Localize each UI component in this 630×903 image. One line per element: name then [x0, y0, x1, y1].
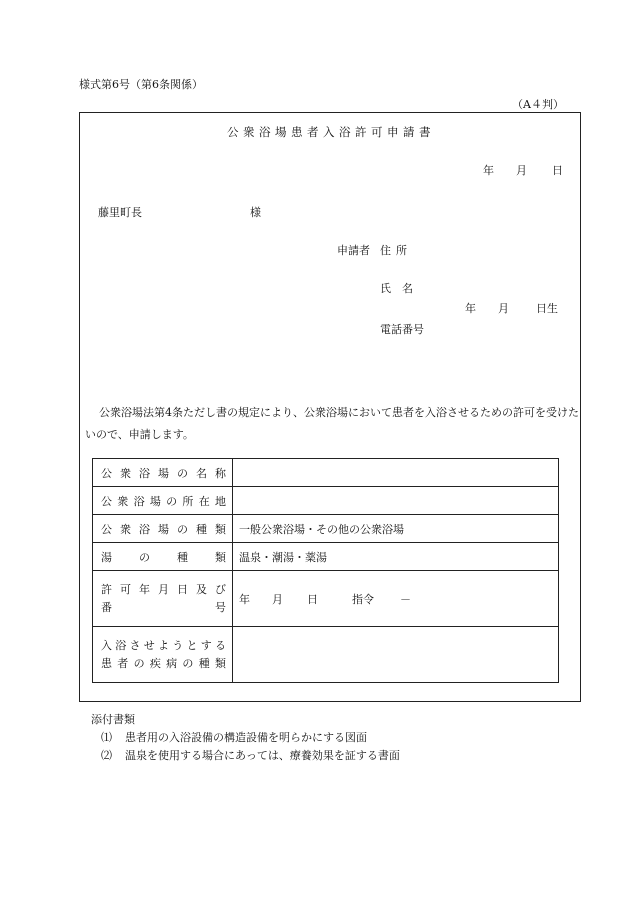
label-char: 浴	[139, 466, 150, 480]
bathhouse-location-label	[101, 493, 226, 509]
table-row-label	[93, 543, 233, 571]
permit-year-label: 年	[239, 592, 250, 606]
label-char: 月	[158, 582, 169, 596]
label-char: 病	[166, 656, 178, 670]
label-char: う	[172, 638, 184, 652]
bathhouse-type-label	[101, 521, 226, 537]
label-char: 場	[158, 522, 169, 536]
label-char: び	[215, 582, 226, 596]
permit-day-label: 日	[307, 592, 318, 606]
permit-label-line2	[101, 599, 226, 617]
disease-label	[101, 637, 226, 673]
application-form-frame	[79, 112, 581, 702]
birth-day-label: 日生	[536, 302, 558, 315]
bathhouse-name-value	[233, 459, 559, 487]
disease-label-line1	[101, 637, 226, 655]
form-number-label: 様式第6号（第6条関係）	[79, 78, 203, 91]
phone-label: 電話番号	[380, 323, 424, 336]
bathhouse-name-label	[101, 465, 226, 481]
label-char: 及	[196, 582, 207, 596]
paper-size-label: （A４判）	[512, 98, 564, 111]
bathhouse-type-value: 一般公衆浴場・その他の公衆浴場	[233, 515, 559, 543]
name-label: 氏名	[380, 282, 424, 295]
label-char: 種	[196, 522, 207, 536]
permit-value	[233, 571, 559, 627]
label-char: す	[200, 638, 212, 652]
label-char: 年	[139, 582, 150, 596]
permit-order-label: 指令	[352, 592, 374, 606]
label-char: 衆	[120, 466, 131, 480]
label-char: さ	[129, 638, 141, 652]
label-char: 類	[214, 656, 226, 670]
table-row-label	[93, 571, 233, 627]
attachments-title: 添付書類	[91, 713, 135, 726]
permit-label	[101, 581, 226, 617]
form-title: 公衆浴場患者入浴許可申請書	[227, 125, 435, 139]
label-char: 許	[101, 582, 112, 596]
label-char: の	[182, 656, 194, 670]
label-char: 名	[196, 466, 207, 480]
label-char: 浴	[133, 494, 145, 508]
permit-label-ban: 番	[101, 600, 112, 614]
label-char: の	[166, 494, 178, 508]
label-char: 可	[120, 582, 131, 596]
disease-value	[233, 627, 559, 683]
bathhouse-info-table	[92, 458, 559, 683]
table-row	[93, 515, 559, 543]
label-char: 衆	[120, 522, 131, 536]
table-row-label	[93, 515, 233, 543]
water-type-value: 温泉・潮湯・薬湯	[233, 543, 559, 571]
label-char: 疾	[149, 656, 161, 670]
label-char: よ	[158, 638, 169, 652]
label-char: 類	[215, 550, 226, 564]
disease-label-line2	[101, 655, 226, 673]
label-char: 入	[101, 638, 112, 652]
label-char: 公	[101, 494, 112, 508]
attachment-text: 患者用の入浴設備の構造設備を明らかにする図面	[125, 731, 367, 744]
table-row-label	[93, 627, 233, 683]
label-char: 場	[158, 466, 169, 480]
permit-dash: －	[400, 592, 411, 606]
label-char: 類	[215, 522, 226, 536]
label-char: の	[177, 522, 188, 536]
applicant-label: 申請者	[337, 244, 370, 257]
label-char: と	[186, 638, 198, 652]
attachment-item	[101, 729, 367, 745]
table-row	[93, 627, 559, 683]
label-char: せ	[143, 638, 155, 652]
label-char: 浴	[115, 638, 127, 652]
table-row	[93, 487, 559, 515]
table-row	[93, 459, 559, 487]
permit-month-label: 月	[272, 592, 283, 606]
application-statement: 公衆浴場法第4条ただし書の規定により、公衆浴場において患者を入浴させるための許可を受けたいので、申請します。	[85, 406, 579, 441]
table-row-label	[93, 487, 233, 515]
label-char: の	[133, 656, 145, 670]
label-char: 公	[101, 466, 112, 480]
birth-month-label: 月	[498, 302, 509, 315]
permit-label-go: 号	[215, 600, 226, 614]
label-char: 種	[177, 550, 188, 564]
label-char: 所	[182, 494, 194, 508]
addressee: 藤里町長	[98, 206, 142, 219]
label-char: 衆	[117, 494, 129, 508]
date-month-label: 月	[516, 164, 527, 177]
permit-label-line1	[101, 581, 226, 599]
attachment-text: 温泉を使用する場合にあっては、療養効果を証する書面	[125, 749, 400, 762]
attachment-item	[101, 747, 400, 763]
label-char: の	[139, 550, 150, 564]
date-day-label: 日	[552, 164, 563, 177]
table-row	[93, 543, 559, 571]
table-row-label	[93, 459, 233, 487]
label-char: 場	[149, 494, 161, 508]
label-char: る	[215, 638, 226, 652]
label-char: 日	[177, 582, 188, 596]
label-char: 種	[198, 656, 210, 670]
label-char: 在	[198, 494, 210, 508]
label-char: 者	[117, 656, 129, 670]
attachment-number: ⑴	[101, 731, 112, 744]
label-char: の	[177, 466, 188, 480]
address-label: 住所	[380, 244, 412, 257]
attachment-number: ⑵	[101, 749, 112, 762]
bathhouse-location-value	[233, 487, 559, 515]
label-char: 患	[101, 656, 112, 670]
date-year-label: 年	[483, 164, 494, 177]
label-char: 公	[101, 522, 112, 536]
label-char: 浴	[139, 522, 150, 536]
label-char: 湯	[101, 550, 112, 564]
addressee-honorific: 様	[250, 206, 261, 219]
birth-year-label: 年	[465, 302, 476, 315]
label-char: 地	[214, 494, 226, 508]
table-row	[93, 571, 559, 627]
label-char: 称	[215, 466, 226, 480]
water-type-label	[101, 549, 226, 565]
